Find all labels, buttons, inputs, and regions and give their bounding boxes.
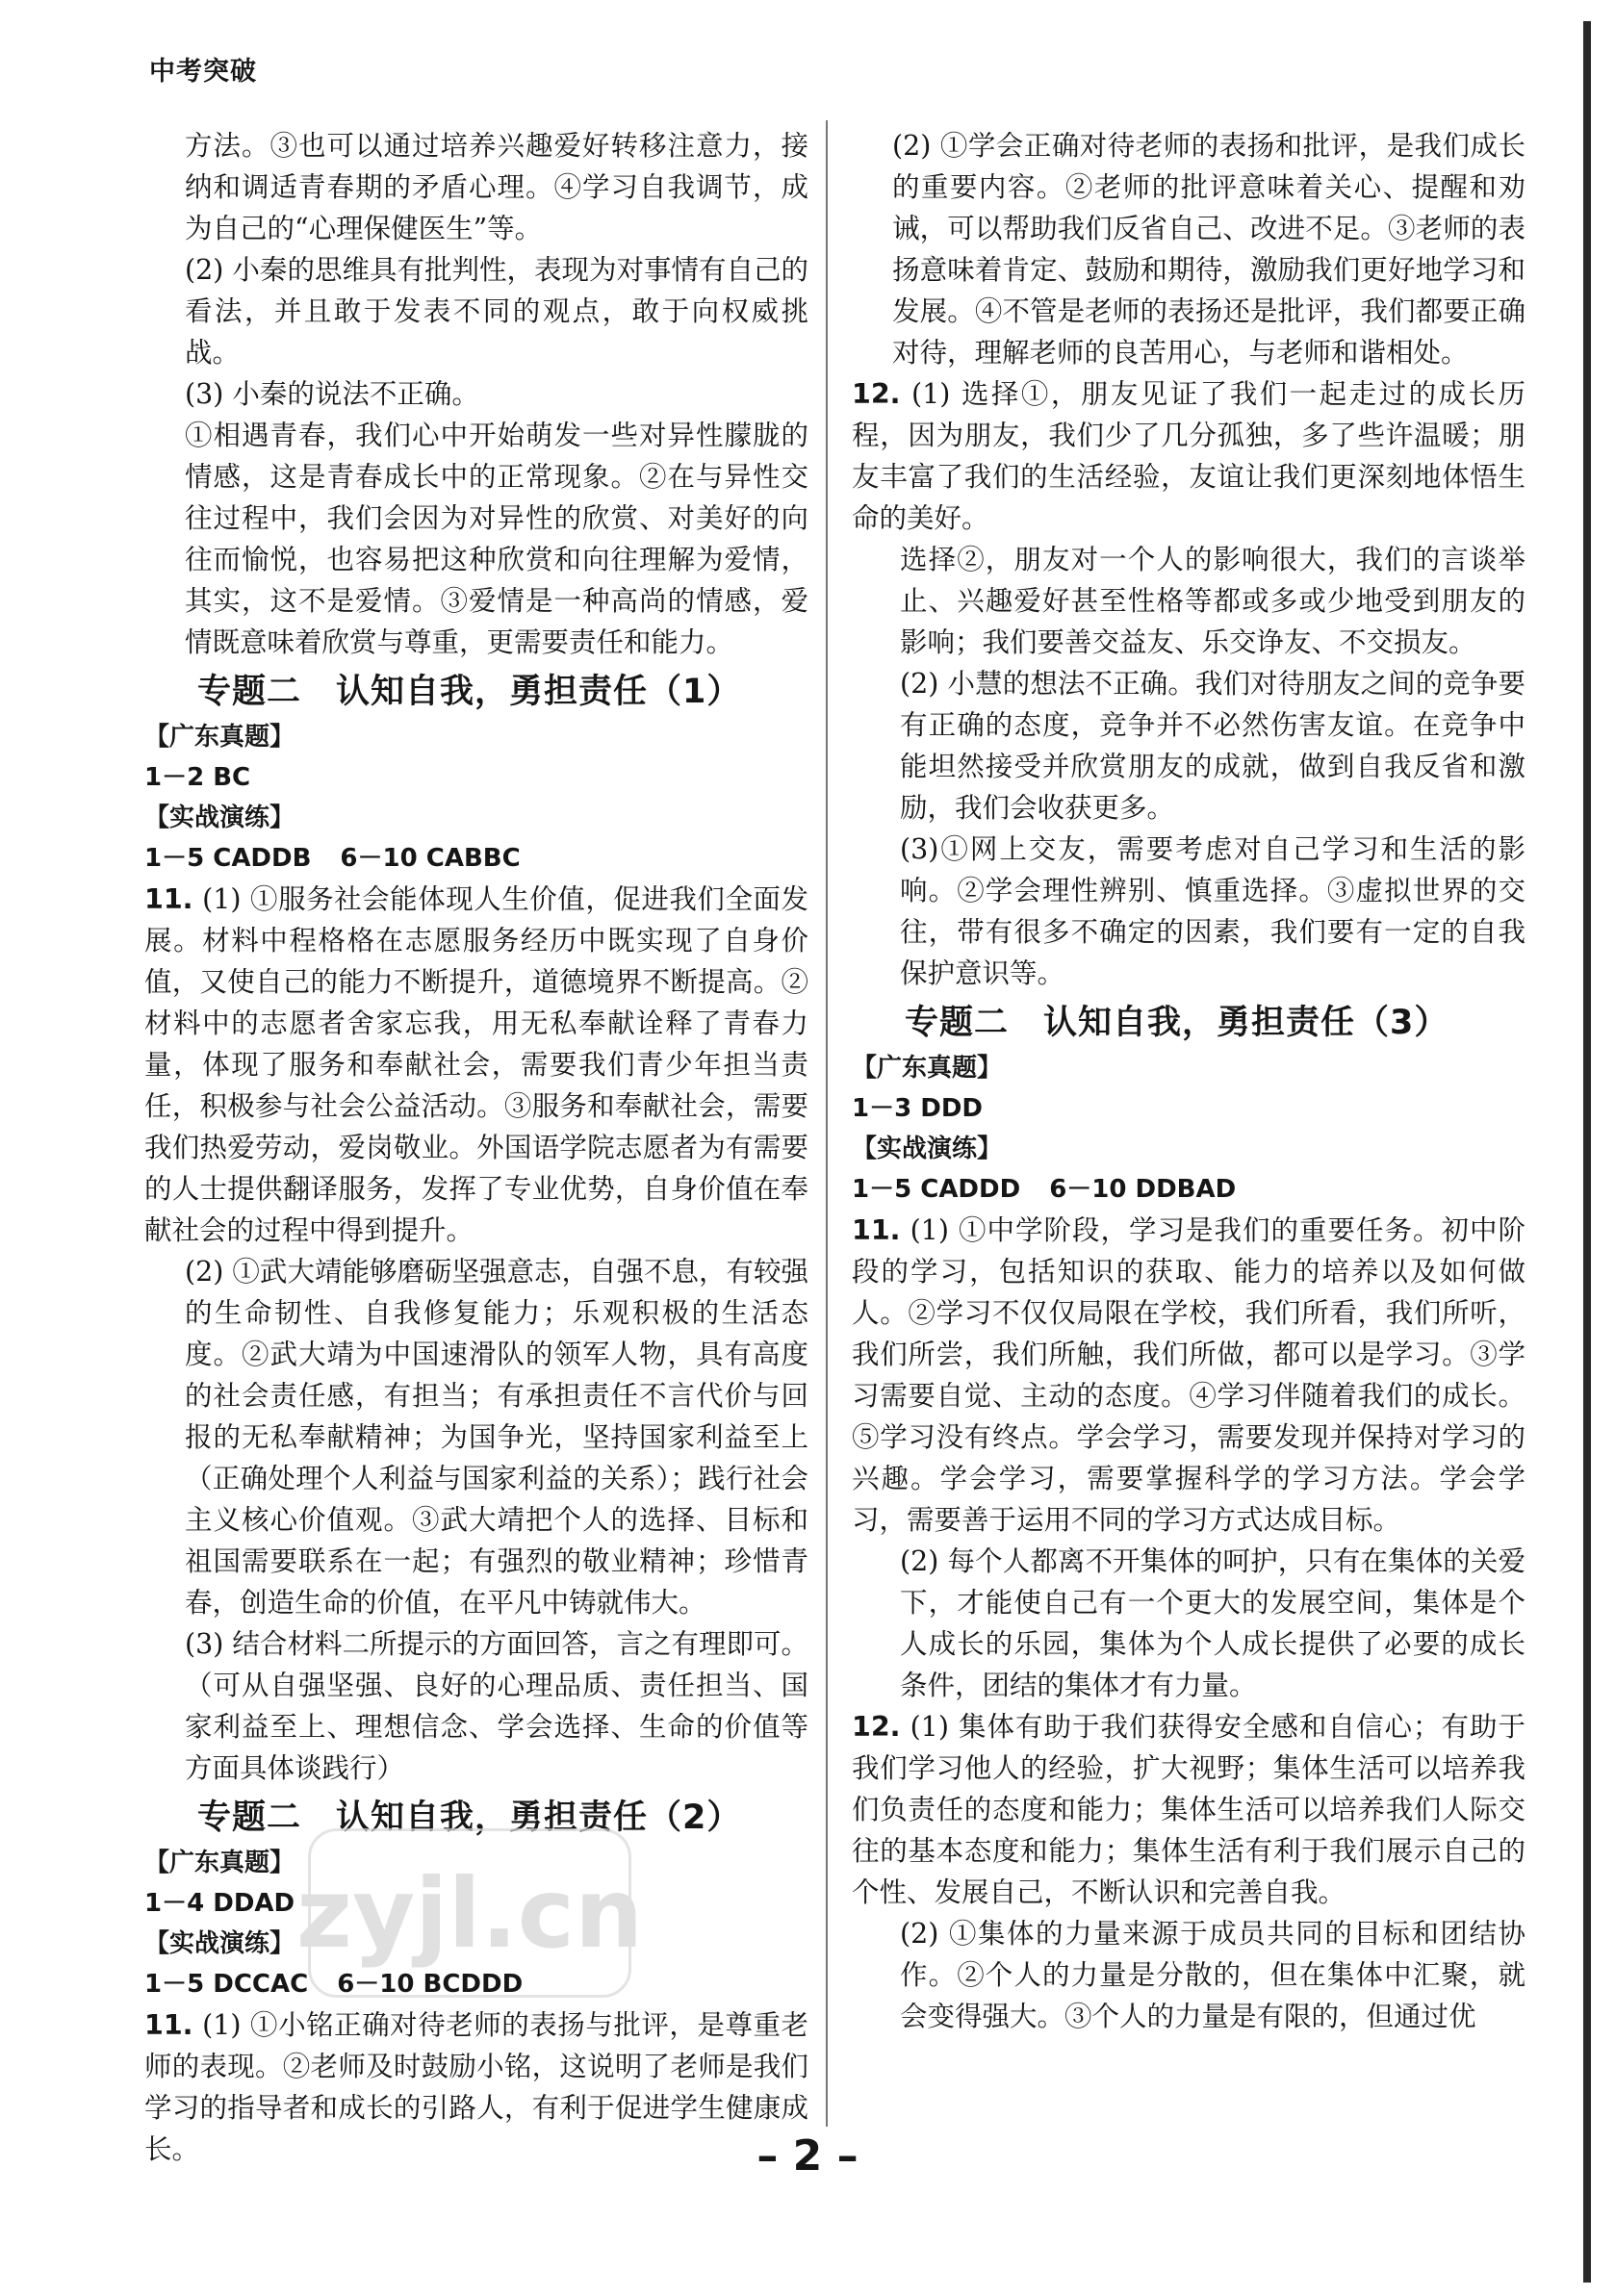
answer-line bbox=[144, 838, 808, 879]
paragraph: 选择②，朋友对一个人的影响很大，我们的言谈举止、兴趣爱好甚至性格等都或多或少地受到朋友的影响；我们要善交益友、乐交诤友、不交损友。 bbox=[900, 544, 1525, 658]
question-paragraph bbox=[852, 373, 1525, 539]
section-title: 专题二 认知自我，勇担责任（2） bbox=[197, 1799, 742, 1837]
question-paragraph bbox=[144, 879, 808, 1251]
section-tag: 【实战演练】 bbox=[852, 1135, 1003, 1163]
section-tag: 【实战演练】 bbox=[144, 1929, 295, 1958]
answer-line bbox=[144, 1883, 808, 1924]
right-column bbox=[852, 125, 1525, 2037]
answer-text: 1－5 DCCAC bbox=[144, 1970, 309, 1999]
answer-line bbox=[144, 1964, 808, 2004]
answer-text: 1－4 DDAD bbox=[144, 1889, 295, 1918]
column-divider bbox=[826, 120, 828, 2127]
paragraph: (2) ①武大靖能够磨砺坚强意志，自强不息，有较强的生命韧性、自我修复能力；乐观积极的生活态度。②武大靖为中国速滑队的领军人物，具有高度的社会责任感，有担当；有承担责任不言代价与回报的无私奉献精神；为国争光，坚持国家利益至上（正确处理个人利益与国家利益的关系）；践行社会主义核心价值观。③武大靖把个人的选择、目标和祖国需要联系在一起；有强烈的敬业精神；珍惜青春，创造生命的价值，在平凡中铸就伟大。 bbox=[185, 1256, 808, 1619]
question-text: (1) ①服务社会能体现人生价值，促进我们全面发展。材料中程格格在志愿服务经历中既实现了自身价值，又使自己的能力不断提升，道德境界不断提高。②材料中的志愿者舍家忘我，用无私奉献诠释了青春力量，体现了服务和奉献社会，需要我们青少年担当责任，积极参与社会公益活动。③服务和奉献社会，需要我们热爱劳动，爱岗敬业。外国语学院志愿者为有需要的人士提供翻译服务，发挥了专业优势，自身价值在奉献社会的过程中得到提升。 bbox=[144, 883, 809, 1246]
question-number: 11. bbox=[144, 2009, 193, 2041]
paragraph: (2) 小慧的想法不正确。我们对待朋友之间的竞争要有正确的态度，竞争并不必然伤害友谊。在竞争中能坦然接受并欣赏朋友的成就，做到自我反省和激励，我们会收获更多。 bbox=[900, 668, 1525, 824]
section-tag: 【广东真题】 bbox=[144, 1849, 295, 1877]
page-edge-bar bbox=[1583, 21, 1591, 2283]
left-column bbox=[144, 125, 808, 2170]
answer-text: 6－10 CABBC bbox=[340, 844, 521, 873]
paragraph: ①相遇青春，我们心中开始萌发一些对异性朦胧的情感，这是青春成长中的正常现象。②在与异性交往过程中，我们会因为对异性的欣赏、对美好的向往而愉悦，也容易把这种欣赏和向往理解为爱情，其实，这不是爱情。③爱情是一种高尚的情感，爱情既意味着欣赏与尊重，更需要责任和能力。 bbox=[185, 420, 808, 658]
question-text: (1) ①小铭正确对待老师的表扬与批评，是尊重老师的表现。②老师及时鼓励小铭，这说明了老师是我们学习的指导者和成长的引路人，有利于促进学生健康成长。 bbox=[144, 2009, 809, 2165]
answer-text: 1－5 CADDD bbox=[852, 1175, 1021, 1204]
paragraph: (2) ①集体的力量来源于成员共同的目标和团结协作。②个人的力量是分散的，但在集体中汇聚，就会变得强大。③个人的力量是有限的，但通过优 bbox=[900, 1918, 1525, 2032]
watermark: zyjl.cn bbox=[308, 1828, 631, 1998]
question-number: 12. bbox=[852, 378, 901, 410]
paragraph: (3)①网上交友，需要考虑对自己学习和生活的影响。②学会理性辨别、慎重选择。③虚拟世界的交往，带有很多不确定的因素，我们要有一定的自我保护意识等。 bbox=[900, 833, 1525, 989]
section-tag: 【广东真题】 bbox=[144, 723, 295, 752]
paragraph: (2) ①学会正确对待老师的表扬和批评，是我们成长的重要内容。②老师的批评意味着关心、提醒和劝诫，可以帮助我们反省自己、改进不足。③老师的表扬意味着肯定、鼓励和期待，激励我们更好地学习和发展。④不管是老师的表扬还是批评，我们都要正确对待，理解老师的良苦用心，与老师和谐相处。 bbox=[892, 130, 1525, 369]
section-tag: 【广东真题】 bbox=[852, 1054, 1003, 1083]
paragraph: (2) 每个人都离不开集体的呵护，只有在集体的关爱下，才能使自己有一个更大的发展空间，集体是个人成长的乐园，集体为个人成长提供了必要的成长条件，团结的集体才有力量。 bbox=[900, 1545, 1525, 1701]
page-number: – 2 – bbox=[756, 2131, 859, 2181]
paragraph: (3) 结合材料二所提示的方面回答，言之有理即可。（可从自强坚强、良好的心理品质、责任担当、国家利益至上、理想信念、学会选择、生命的价值等方面具体谈践行） bbox=[185, 1628, 808, 1784]
question-number: 11. bbox=[144, 883, 193, 915]
header-title: 中考突破 bbox=[149, 57, 257, 87]
answer-line bbox=[852, 1088, 1525, 1129]
paragraph: (3) 小秦的说法不正确。 bbox=[185, 378, 479, 410]
section-title: 专题二 认知自我，勇担责任（3） bbox=[905, 1004, 1449, 1042]
answer-text: 6－10 BCDDD bbox=[337, 1970, 524, 1999]
paragraph: 方法。③也可以通过培养兴趣爱好转移注意力，接纳和调适青春期的矛盾心理。④学习自我调节，成为自己的“心理保健医生”等。 bbox=[185, 130, 808, 244]
paragraph: (2) 小秦的思维具有批判性，表现为对事情有自己的看法，并且敢于发表不同的观点，敢于向权威挑战。 bbox=[185, 254, 808, 369]
answer-text: 6－10 DDBAD bbox=[1049, 1175, 1237, 1204]
question-number: 11. bbox=[852, 1214, 901, 1246]
section-tag: 【实战演练】 bbox=[144, 804, 295, 832]
question-paragraph bbox=[852, 1210, 1525, 1541]
question-text: (1) ①中学阶段，学习是我们的重要任务。初中阶段的学习，包括知识的获取、能力的培养以及如何做人。②学习不仅仅局限在学校，我们所看，我们所听，我们所尝，我们所触，我们所做，都可以是学习。③学习需要自觉、主动的态度。④学习伴随着我们的成长。⑤学习没有终点。学会学习，需要发现并保持对学习的兴趣。学会学习，需要掌握科学的学习方法。学会学习，需要善于运用不同的学习方式达成目标。 bbox=[852, 1214, 1525, 1536]
answer-text: 1－2 BC bbox=[144, 763, 251, 792]
answer-text: 1－5 CADDB bbox=[144, 844, 312, 873]
question-text: (1) 集体有助于我们获得安全感和自信心；有助于我们学习他人的经验，扩大视野；集体生活可以培养我们负责任的态度和能力；集体生活可以培养我们人际交往的基本态度和能力；集体生活有利于我们展示自己的个性、发展自己，不断认识和完善自我。 bbox=[852, 1711, 1525, 1908]
answer-text: 1－3 DDD bbox=[852, 1094, 983, 1123]
question-text: (1) 选择①，朋友见证了我们一起走过的成长历程，因为朋友，我们少了几分孤独，多了些许温暖；朋友丰富了我们的生活经验，友谊让我们更深刻地体悟生命的美好。 bbox=[852, 378, 1526, 534]
question-number: 12. bbox=[852, 1711, 901, 1743]
question-paragraph bbox=[852, 1706, 1525, 1913]
answer-line bbox=[144, 757, 808, 798]
answer-line bbox=[852, 1169, 1525, 1210]
section-title: 专题二 认知自我，勇担责任（1） bbox=[197, 673, 742, 711]
